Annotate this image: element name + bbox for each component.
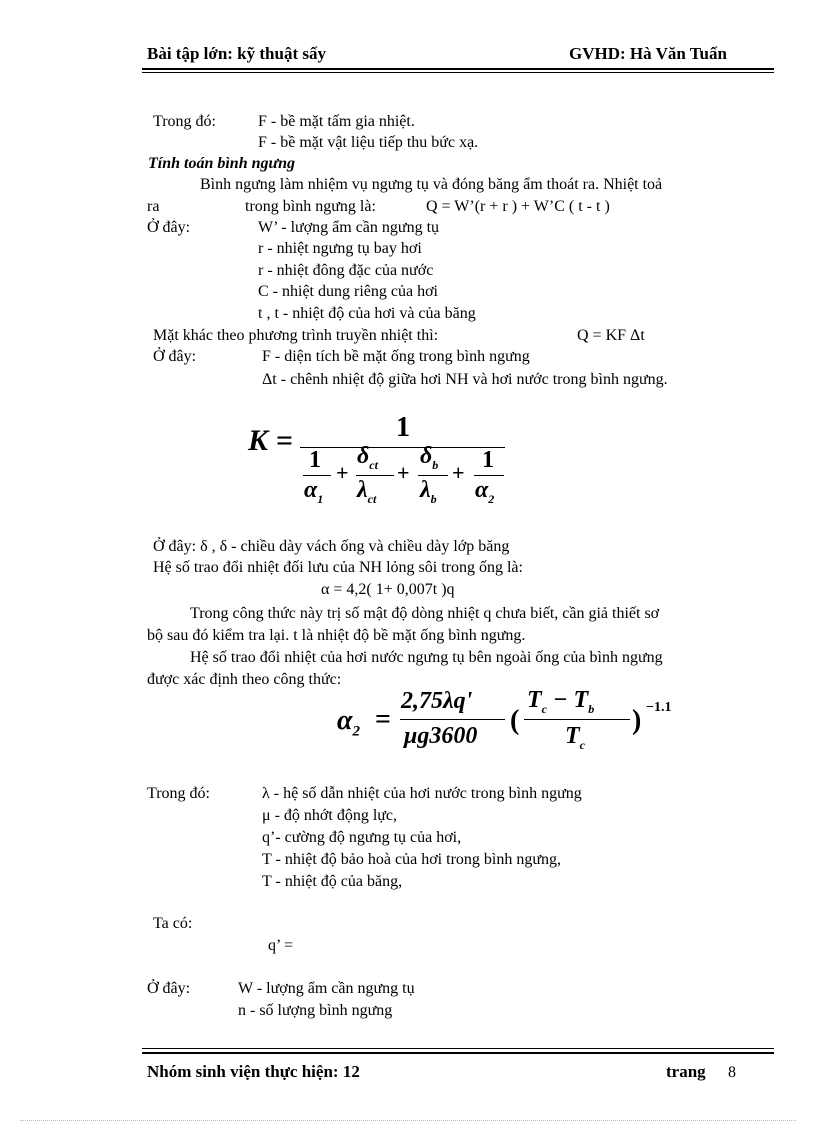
formula-k-t4-den: $\alpha_2$ — [475, 477, 495, 506]
def-f-area: F - diện tích bề mặt ống trong bình ngưng — [262, 348, 530, 365]
def-t-ice: T - nhiệt độ của băng, — [262, 873, 403, 890]
label-o-day: Ở đây: — [147, 219, 191, 236]
equation-q-prime: q’ = — [268, 937, 294, 954]
page-bottom-dotted-line — [20, 1120, 796, 1121]
formula-k-t2-num: $\delta_{ct}$ — [357, 443, 378, 472]
equation-alpha: α = 4,2( 1+ 0,007t )q — [321, 581, 455, 598]
def-c: C - nhiệt dung riêng của hơi — [258, 283, 438, 300]
def-delta-thickness: Ở đây: δ , δ - chiều dày vách ống và chiều dày lớp băng — [153, 538, 510, 555]
def-f-material: F - bề mặt vật liệu tiếp thu bức xạ. — [258, 134, 479, 151]
formula-k-plus-1: + — [336, 460, 349, 485]
formula-k-main-bar — [300, 447, 505, 448]
footer-rule-bottom — [142, 1052, 774, 1054]
formula-k-t1-num: 1 — [309, 447, 321, 473]
formula-alpha2-inner-bar — [524, 719, 630, 720]
formula-alpha2-inner-num: $T_c - T_b$ — [527, 687, 595, 716]
header-instructor: GVHD: Hà Văn Tuấn — [569, 44, 727, 63]
formula-alpha2-lhs: $\alpha_2$ — [337, 705, 360, 740]
formula-k-t4-num: 1 — [482, 447, 494, 473]
formula-alpha2-paren-close: ) — [632, 705, 642, 736]
equation-q: Q = W’(r + r ) + W’C ( t - t ) — [426, 198, 610, 215]
label-o-day-2: Ở đây: — [153, 348, 197, 365]
label-ta-co: Ta có: — [153, 915, 193, 932]
formula-k-equals: = — [276, 424, 294, 457]
formula-k-numerator: 1 — [396, 412, 410, 443]
formula-k-lhs: K — [248, 424, 269, 457]
footer-page-label: trang — [666, 1062, 706, 1081]
paragraph-condenser-ra: ra — [147, 198, 160, 215]
def-mu: μ - độ nhớt động lực, — [262, 807, 398, 824]
formula-alpha2-numerator: 2,75λq' — [401, 688, 473, 714]
footer-group: Nhóm sinh viện thực hiện: 12 — [147, 1062, 360, 1081]
paragraph-boiling: Hệ số trao đổi nhiệt đối lưu của NH lỏng sôi trong ống là: — [153, 559, 523, 576]
formula-k-t3-bar — [418, 475, 448, 476]
def-r-vapor: r - nhiệt ngưng tụ bay hơi — [258, 240, 422, 257]
def-t: t , t - nhiệt độ của hơi và của băng — [258, 305, 476, 322]
section-title: Tính toán bình ngưng — [148, 155, 295, 172]
paragraph-heat-transfer: Mặt khác theo phương trình truyền nhiệt thì: — [153, 327, 439, 344]
formula-alpha2-exponent: −1.1 — [646, 700, 672, 715]
formula-k-t1-den: $\alpha_1$ — [304, 477, 324, 506]
paragraph-condenser: Bình ngưng làm nhiệm vụ ngưng tụ và đóng băng ẩm thoát ra. Nhiệt toả — [200, 176, 663, 193]
label-o-day-3: Ở đây: — [147, 980, 191, 997]
paragraph-q: Trong công thức này trị số mật độ dòng nhiệt q chưa biết, cần giả thiết sơ — [190, 605, 660, 622]
def-delta-t: Δt - chênh nhiệt độ giữa hơi NH và hơi nước trong bình ngưng. — [262, 371, 668, 388]
def-r-freeze: r - nhiệt đông đặc của nước — [258, 262, 434, 279]
paragraph-condensing-cont: được xác định theo công thức: — [147, 671, 342, 688]
def-t-saturation: T - nhiệt độ bảo hoà của hơi trong bình ngưng, — [262, 851, 562, 868]
def-w: W’ - lượng ẩm cần ngưng tụ — [258, 219, 440, 236]
formula-alpha2-equals: = — [375, 704, 391, 735]
formula-k-plus-3: + — [452, 460, 465, 485]
def-q-prime: q’- cường độ ngưng tụ của hơi, — [262, 829, 462, 846]
formula-k-plus-2: + — [397, 460, 410, 485]
paragraph-q-cont: bộ sau đó kiểm tra lại. t là nhiệt độ bề mặt ống bình ngưng. — [147, 627, 526, 644]
formula-k-t4-bar — [474, 475, 504, 476]
equation-kf: Q = KF Δt — [577, 327, 645, 344]
formula-k-t3-num: $\delta_b$ — [420, 443, 439, 472]
def-f-heater: F - bề mặt tấm gia nhiệt. — [258, 113, 415, 130]
formula-k-t3-den: $\lambda_b$ — [420, 477, 437, 506]
formula-alpha2-bar — [400, 719, 505, 720]
header-rule-top — [142, 68, 774, 70]
formula-k-t1-bar — [303, 475, 331, 476]
formula-k-t2-den: $\lambda_{ct}$ — [357, 477, 377, 506]
footer-rule-top — [142, 1048, 774, 1049]
paragraph-condenser-cont: trong bình ngưng là: — [245, 198, 376, 215]
def-w-moisture: W - lượng ẩm cần ngưng tụ — [238, 980, 415, 997]
def-n-condensers: n - số lượng bình ngưng — [238, 1002, 393, 1019]
label-trong-do: Trong đó: — [153, 113, 216, 130]
formula-k-t2-bar — [356, 475, 394, 476]
formula-alpha2-denominator: μg3600 — [404, 723, 478, 749]
header-rule-bottom — [142, 72, 774, 73]
formula-alpha2-inner-den: $T_c$ — [565, 723, 585, 752]
label-trong-do-2: Trong đó: — [147, 785, 210, 802]
formula-alpha2-paren-open: ( — [510, 705, 520, 736]
def-lambda: λ - hệ số dẫn nhiệt của hơi nước trong bình ngưng — [262, 785, 582, 802]
header-title: Bài tập lớn: kỹ thuật sấy — [147, 44, 326, 63]
paragraph-condensing: Hệ số trao đổi nhiệt của hơi nước ngưng tụ bên ngoài ống của bình ngưng — [190, 649, 663, 666]
footer-page-number: 8 — [728, 1064, 736, 1081]
